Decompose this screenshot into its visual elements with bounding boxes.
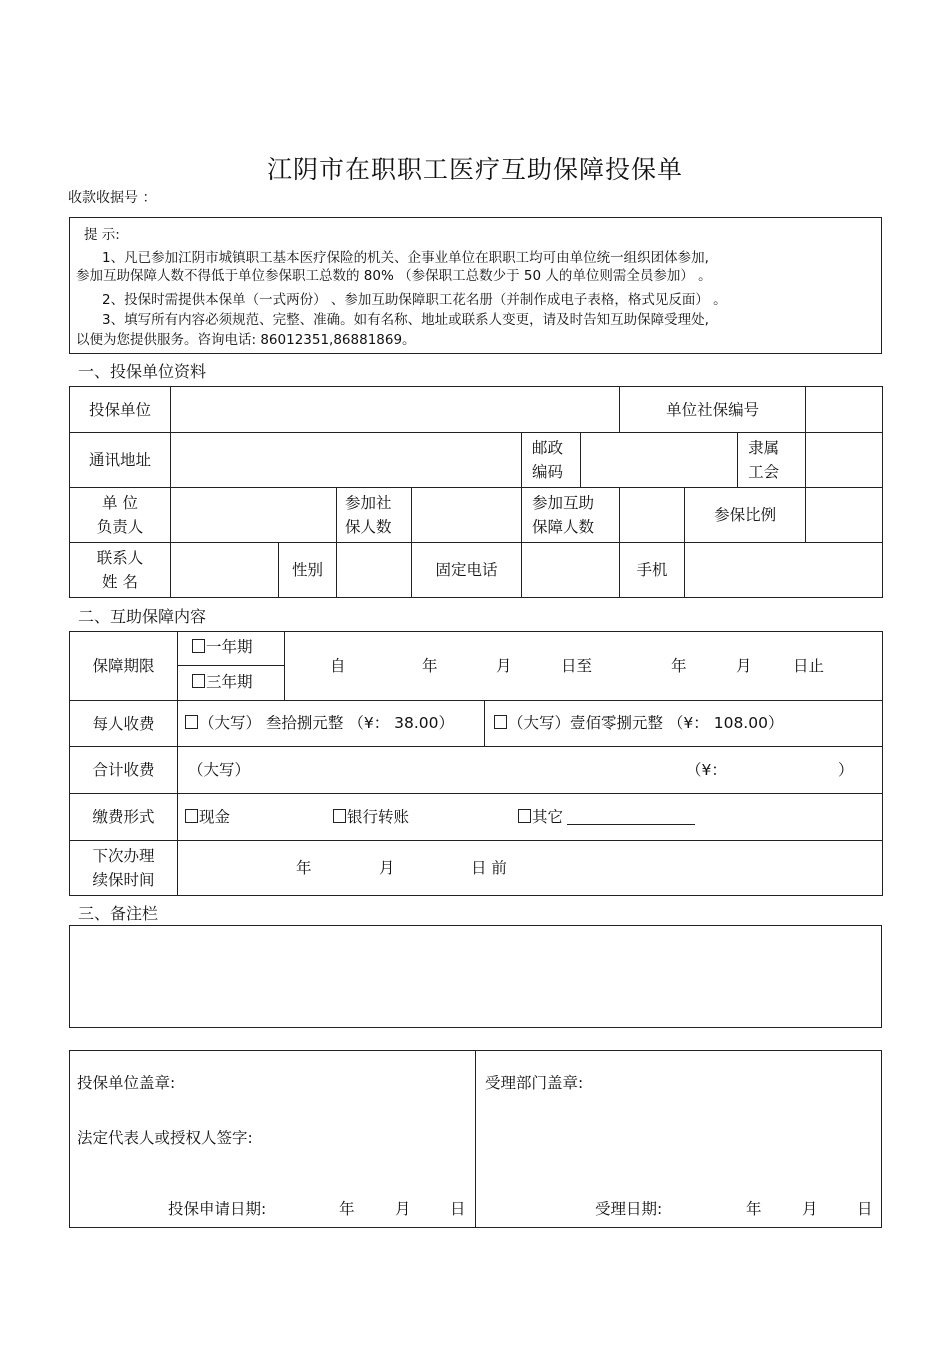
notice-line-2: 参加互助保障人数不得低于单位参保职工总数的 80% （参保职工总数少于 50 人的单位则需全员参加） 。 — [76, 268, 712, 284]
coverage-table — [69, 631, 883, 896]
next-month: 月 — [379, 859, 395, 877]
fee-per-label: 每人收费 — [70, 701, 178, 747]
apply-date-label: 投保申请日期: — [168, 1200, 267, 1218]
union-label: 隶属 工会 — [738, 433, 806, 488]
next-day: 日 前 — [471, 859, 507, 877]
postcode-label: 邮政 编码 — [522, 433, 581, 488]
gender-value[interactable] — [337, 543, 412, 598]
unit-info-table — [69, 386, 883, 598]
notice-line-4: 3、填写所有内容必须规范、完整、准确。如有名称、地址或联系人变更，请及时告知互助保障受理处, — [102, 312, 709, 328]
three-year-option[interactable]: 三年期 — [178, 666, 284, 699]
dept-seal-label: 受理部门盖章: — [485, 1074, 584, 1092]
union-value[interactable] — [806, 433, 883, 488]
receipt-number-label: 收款收据号 ： — [68, 190, 157, 206]
address-label: 通讯地址 — [70, 433, 171, 488]
bank-option[interactable]: 银行转账 — [333, 805, 409, 829]
apply-day: 日 — [450, 1200, 466, 1218]
fee-option-1[interactable]: （大写） 叁拾捌元整 （¥： 38.00） — [185, 711, 454, 735]
bank-checkbox[interactable] — [333, 809, 346, 823]
unit-seal-label: 投保单位盖章: — [77, 1074, 176, 1092]
section-1-heading: 一、投保单位资料 — [78, 362, 207, 381]
period-to-year: 年 — [671, 657, 687, 675]
total-yen-close: ） — [838, 761, 854, 779]
ratio-value[interactable] — [806, 488, 883, 543]
other-input-line[interactable] — [567, 808, 695, 825]
si-count-label: 参加社 保人数 — [337, 488, 412, 543]
total-yen-open: （¥： — [686, 761, 727, 779]
period-from-year: 年 — [422, 657, 438, 675]
ratio-label: 参保比例 — [685, 488, 806, 543]
next-year: 年 — [296, 859, 312, 877]
accept-day: 日 — [857, 1200, 873, 1218]
accept-date-label: 受理日期: — [595, 1200, 663, 1218]
social-no-label: 单位社保编号 — [620, 387, 806, 433]
notice-line-1: 1、凡已参加江阴市城镇职工基本医疗保险的机关、企事业单位在职职工均可由单位统一组织团体参加, — [102, 250, 709, 266]
section-2-heading: 二、互助保障内容 — [78, 607, 207, 626]
fee-option-2[interactable]: （大写）壹佰零捌元整 （¥： 108.00） — [494, 711, 783, 735]
contact-label: 联系人 姓 名 — [70, 543, 171, 598]
accept-month: 月 — [802, 1200, 818, 1218]
cash-checkbox[interactable] — [185, 809, 198, 823]
period-to: 日至 — [561, 657, 593, 675]
fee-option-1-checkbox[interactable] — [185, 715, 198, 729]
legal-sign-label: 法定代表人或授权人签字: — [77, 1129, 253, 1147]
gender-label: 性别 — [279, 543, 337, 598]
leader-label: 单 位 负责人 — [70, 488, 171, 543]
remarks-box[interactable] — [69, 925, 882, 1028]
unit-label: 投保单位 — [70, 387, 171, 433]
period-from-month: 月 — [496, 657, 512, 675]
unit-value[interactable] — [171, 387, 620, 433]
phone-value[interactable] — [522, 543, 620, 598]
cash-option[interactable]: 现金 — [185, 805, 230, 829]
total-daxie: （大写） — [188, 761, 251, 779]
fee-option-2-checkbox[interactable] — [494, 715, 507, 729]
period-label: 保障期限 — [70, 632, 178, 701]
three-year-checkbox[interactable] — [192, 674, 205, 688]
total-label: 合计收费 — [70, 747, 178, 794]
si-count-value[interactable] — [412, 488, 522, 543]
postcode-value[interactable] — [581, 433, 738, 488]
mutual-count-label: 参加互助 保障人数 — [522, 488, 620, 543]
notice-line-3: 2、投保时需提供本保单（一式两份） 、参加互助保障职工花名册（并制作成电子表格，格式见反面） 。 — [102, 292, 727, 308]
pay-method-label: 缴费形式 — [70, 794, 178, 841]
leader-value[interactable] — [171, 488, 337, 543]
apply-year: 年 — [339, 1200, 355, 1218]
signature-box — [69, 1050, 882, 1228]
form-title: 江阴市在职职工医疗互助保障投保单 — [266, 155, 683, 184]
mobile-value[interactable] — [685, 543, 883, 598]
mutual-count-value[interactable] — [620, 488, 685, 543]
phone-label: 固定电话 — [412, 543, 522, 598]
next-renewal-label: 下次办理 续保时间 — [70, 841, 178, 896]
one-year-checkbox[interactable] — [192, 639, 205, 653]
one-year-option[interactable]: 一年期 — [178, 632, 284, 666]
notice-line-5: 以便为您提供服务。咨询电话: 86012351,86881869。 — [76, 332, 416, 348]
accept-year: 年 — [746, 1200, 762, 1218]
period-end: 日止 — [793, 657, 825, 675]
period-to-month: 月 — [736, 657, 752, 675]
other-checkbox[interactable] — [518, 809, 531, 823]
notice-heading: 提 示: — [84, 227, 120, 243]
social-no-value[interactable] — [806, 387, 883, 433]
period-from: 自 — [330, 657, 346, 675]
notice-box — [69, 217, 882, 354]
section-3-heading: 三、备注栏 — [78, 904, 159, 923]
mobile-label: 手机 — [620, 543, 685, 598]
other-option[interactable]: 其它 — [518, 805, 695, 829]
address-value[interactable] — [171, 433, 522, 488]
apply-month: 月 — [395, 1200, 411, 1218]
contact-value[interactable] — [171, 543, 279, 598]
